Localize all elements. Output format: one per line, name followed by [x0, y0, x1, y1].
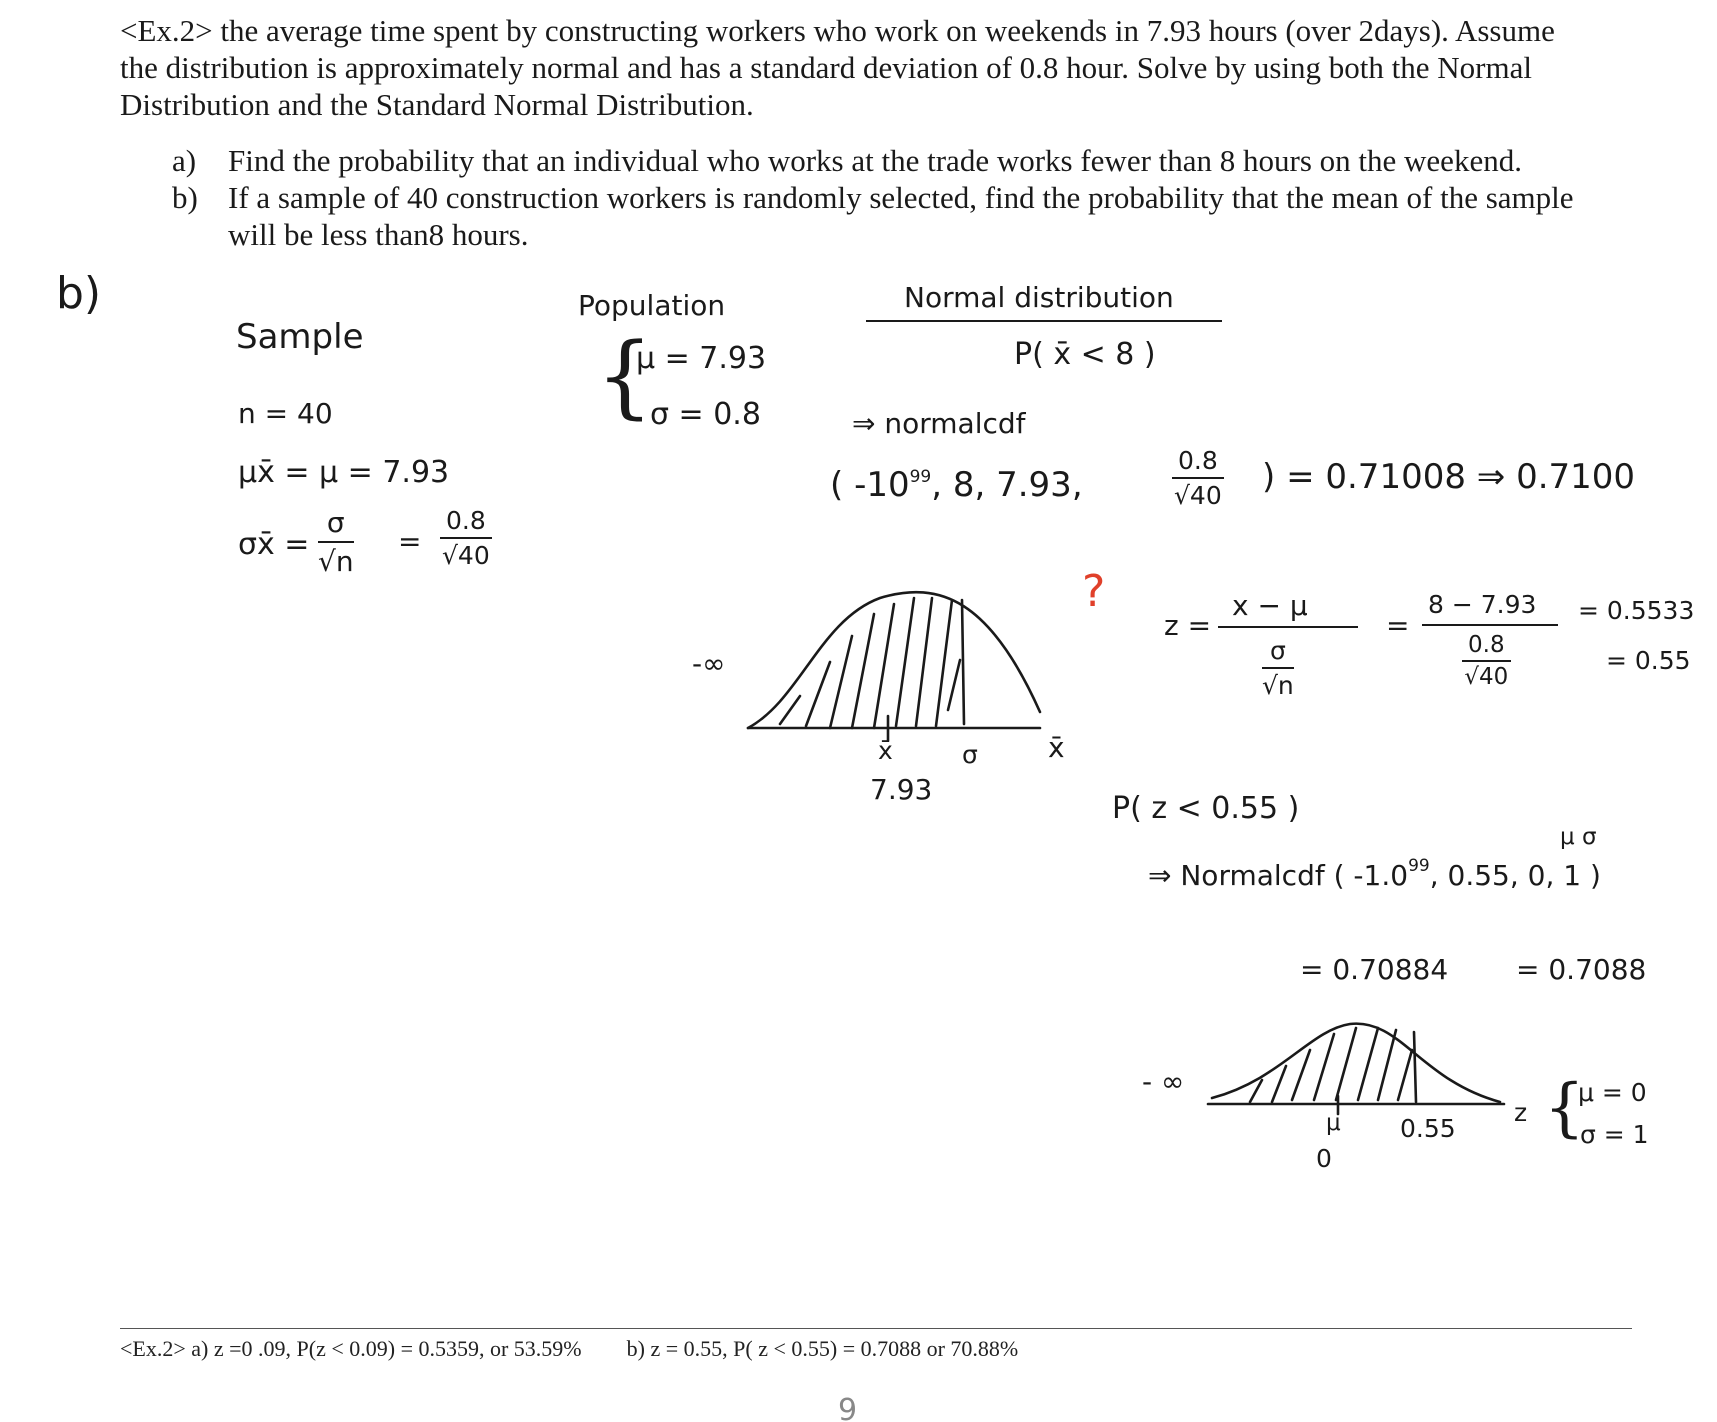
normal-call-exp: 99 — [909, 467, 932, 487]
question-a-text: Find the probability that an individual who works at the trade works fewer than 8 hours on the weekend. — [228, 143, 1522, 178]
sample-title: Sample — [236, 317, 364, 357]
graph1-hatch — [780, 598, 960, 728]
normal-call-den: √40 — [1174, 481, 1222, 510]
graph1-mean: 7.93 — [870, 773, 933, 806]
z-lhs: z = — [1164, 609, 1212, 642]
graph1-sigma: σ — [962, 740, 978, 769]
question-b-text-2: will be less than8 hours. — [228, 217, 529, 252]
graph2-cut-line — [1414, 1032, 1416, 1102]
graph2-z-value: 0.55 — [1400, 1114, 1456, 1143]
graph2-sketch — [1208, 1024, 1504, 1114]
problem-line-2: the distribution is approximately normal and has a standard deviation of 0.8 hour. Solve by using both the Normal — [120, 50, 1532, 85]
answer-key — [120, 1336, 1018, 1362]
std-result: = 0.70884 — [1300, 953, 1449, 986]
sample-sigma-num: σ — [318, 506, 354, 543]
normal-title: Normal distribution — [904, 281, 1174, 314]
answer-a: <Ex.2> a) z =0 .09, P(z < 0.09) = 0.5359, or 53.59% — [120, 1336, 582, 1361]
sample-sigma-den: √n — [318, 545, 354, 578]
z-den2-num: 0.8 — [1462, 632, 1511, 662]
normal-call-start: ( -10 — [830, 465, 910, 505]
page-number: 9 — [838, 1393, 858, 1422]
population-title: Population — [578, 289, 726, 322]
sample-value-num: 0.8 — [440, 506, 492, 539]
z-den2-den: √40 — [1464, 664, 1509, 690]
graph2-mu-eq: μ = 0 — [1578, 1078, 1647, 1107]
normal-call-num: 0.8 — [1172, 446, 1224, 479]
std-call-start: ⇒ Normalcdf ( -1.0 — [1148, 859, 1409, 892]
graph2-zero: 0 — [1316, 1144, 1332, 1173]
graph1-xbar: x̄ — [878, 736, 893, 765]
question-b-label: b) — [172, 180, 198, 215]
z-result-2: = 0.55 — [1606, 646, 1691, 675]
normal-prob: P( x̄ < 8 ) — [1014, 337, 1156, 372]
population-brace: { — [596, 324, 654, 429]
z-den1-den: √n — [1262, 671, 1294, 700]
sample-sigma-lhs: σx̄ = — [238, 527, 310, 562]
graph2-sigma-eq: σ = 1 — [1580, 1120, 1649, 1149]
graph2-axis-label: z — [1514, 1098, 1528, 1127]
graph2-neg-inf: - ∞ — [1142, 1065, 1185, 1098]
population-mu: μ = 7.93 — [636, 341, 767, 376]
graph1-sketch — [748, 592, 1040, 740]
std-call-rest: , 0.55, 0, 1 ) — [1429, 859, 1601, 892]
z-num1: x − μ — [1232, 589, 1308, 622]
normal-call-mid: , 8, 7.93, — [931, 465, 1083, 505]
sample-value-den: √40 — [442, 541, 490, 570]
answer-b: b) z = 0.55, P( z < 0.55) = 0.7088 or 70.88% — [626, 1336, 1019, 1361]
graph1-cut-line — [962, 600, 964, 724]
part-b-label: b) — [56, 268, 102, 319]
graph1-axis-label: x̄ — [1048, 731, 1065, 764]
normal-call-end: ) = 0.71008 ⇒ 0.7100 — [1262, 457, 1636, 497]
population-sigma: σ = 0.8 — [650, 397, 761, 432]
question-a-label: a) — [172, 143, 197, 178]
z-eq: = — [1386, 609, 1410, 642]
problem-line-1: <Ex.2> the average time spent by constructing workers who work on weekends in 7.93 hours (over 2days). Assume — [120, 13, 1555, 48]
z-num2: 8 − 7.93 — [1428, 590, 1537, 619]
sample-mu: μx̄ = μ = 7.93 — [238, 455, 450, 490]
question-b-text-1: If a sample of 40 construction workers is randomly selected, find the probability that the mean of the sample — [228, 180, 1574, 215]
std-call-exp: 99 — [1408, 856, 1430, 876]
graph2-mu: μ — [1326, 1110, 1341, 1136]
z-den1-num: σ — [1262, 636, 1294, 669]
graph2-hatch — [1250, 1028, 1412, 1102]
graph1-neg-inf: -∞ — [692, 647, 726, 680]
question-mark: ? — [1082, 566, 1106, 617]
std-params-hint: μ σ — [1560, 824, 1597, 850]
footer-rule — [120, 1328, 1632, 1329]
sample-eq: = — [398, 525, 422, 558]
z-result-1: = 0.5533 — [1578, 596, 1695, 625]
std-prob: P( z < 0.55 ) — [1112, 791, 1300, 826]
normal-arrow: ⇒ normalcdf — [852, 407, 1026, 440]
problem-line-3: Distribution and the Standard Normal Distribution. — [120, 87, 754, 122]
std-rounded: = 0.7088 — [1516, 953, 1647, 986]
sample-n: n = 40 — [238, 397, 333, 430]
graph2-brace: { — [1544, 1071, 1585, 1145]
